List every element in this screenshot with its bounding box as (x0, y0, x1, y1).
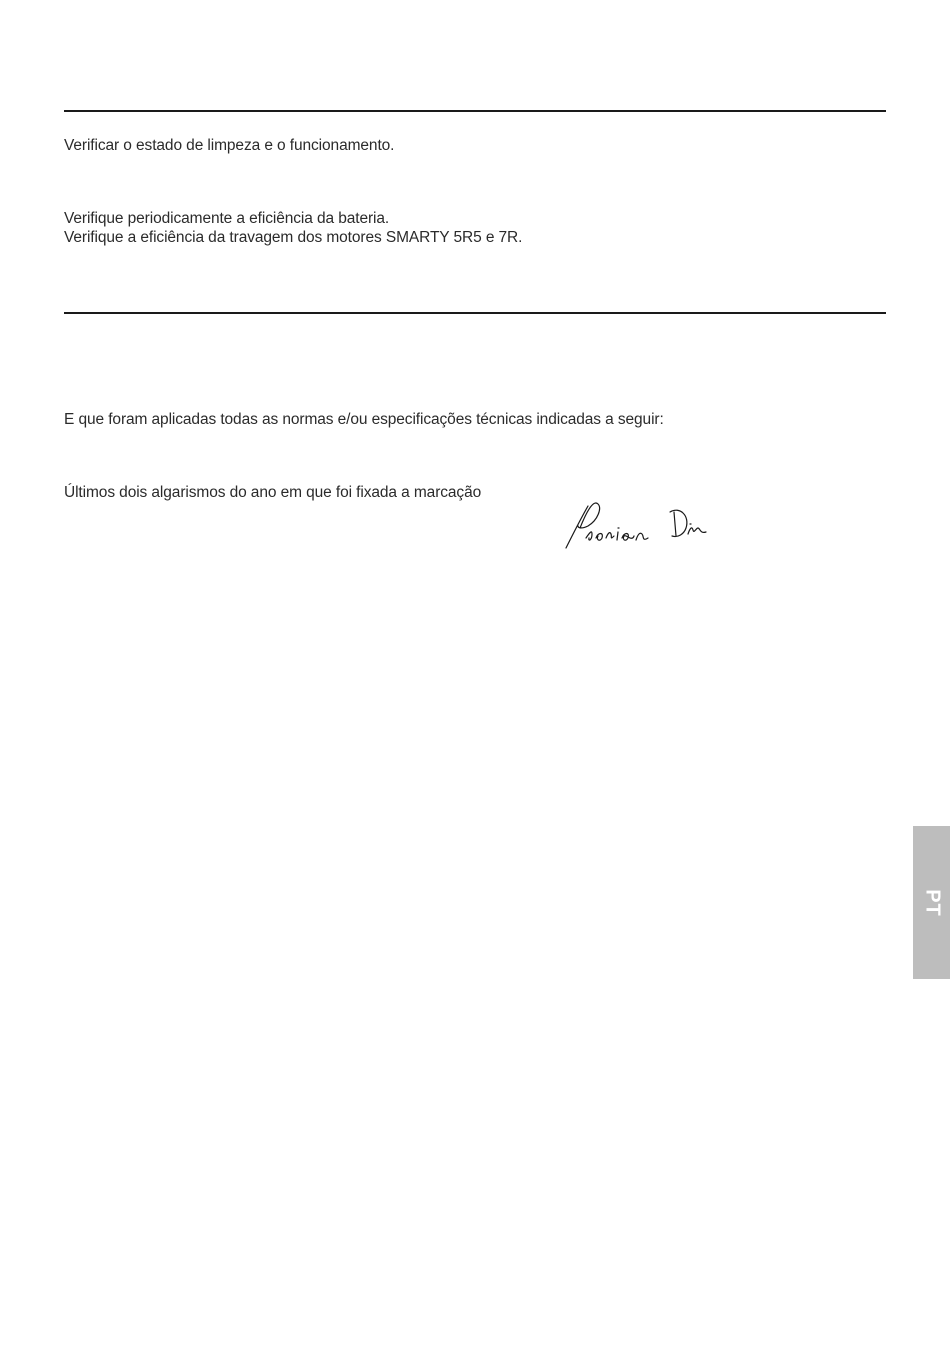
maintenance-check-text: Verificar o estado de limpeza e o funcionamento. (64, 137, 395, 154)
section-divider-top (64, 110, 886, 112)
standards-applied-text: E que foram aplicadas todas as normas e/ou especificações técnicas indicadas a seguir: (64, 411, 664, 428)
battery-check-text: Verifique periodicamente a eficiência da bateria. (64, 210, 390, 227)
signature-image (562, 498, 712, 554)
section-divider-bottom (64, 312, 886, 314)
brake-check-text: Verifique a eficiência da travagem dos motores SMARTY 5R5 e 7R. (64, 229, 523, 246)
language-tab-label: PT (921, 888, 943, 917)
year-marking-text: Últimos dois algarismos do ano em que foi fixada a marcação (64, 484, 482, 501)
language-tab (913, 826, 950, 979)
